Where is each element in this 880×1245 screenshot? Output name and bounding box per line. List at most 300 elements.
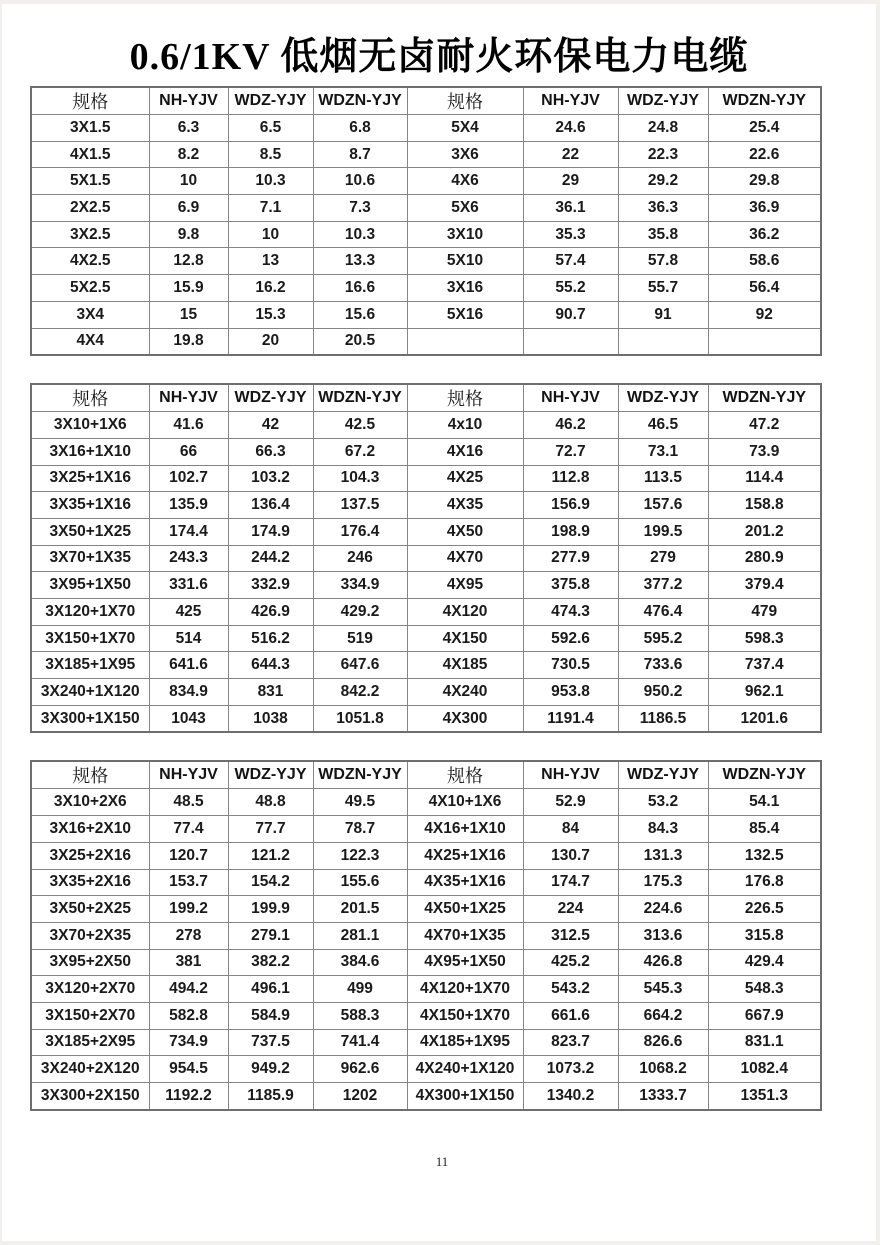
value-cell: 58.6: [708, 248, 821, 275]
value-cell: 661.6: [523, 1002, 618, 1029]
value-cell: 226.5: [708, 896, 821, 923]
value-cell: 733.6: [618, 652, 708, 679]
value-cell: 1333.7: [618, 1083, 708, 1110]
value-cell: 199.2: [149, 896, 228, 923]
spec-cell: 3X70+1X35: [31, 545, 149, 572]
table-row: [31, 412, 821, 439]
value-cell: 379.4: [708, 572, 821, 599]
spec-cell: 4X16: [407, 438, 523, 465]
spec-cell: 4X6: [407, 168, 523, 195]
table-row: [31, 949, 821, 976]
value-cell: 426.8: [618, 949, 708, 976]
spec-cell: 4X300+1X150: [407, 1083, 523, 1110]
document-page: [2, 4, 876, 1241]
value-cell: 381: [149, 949, 228, 976]
value-cell: 280.9: [708, 545, 821, 572]
spec-cell: 5X2.5: [31, 275, 149, 302]
value-cell: 46.5: [618, 412, 708, 439]
value-cell: 135.9: [149, 492, 228, 519]
spec-cell: 4X50: [407, 518, 523, 545]
value-cell: 425.2: [523, 949, 618, 976]
model-column-header: WDZ-YJY: [228, 761, 313, 789]
spec-cell: 4X185+1X95: [407, 1029, 523, 1056]
spec-cell: 3X50+2X25: [31, 896, 149, 923]
value-cell: 277.9: [523, 545, 618, 572]
value-cell: 57.8: [618, 248, 708, 275]
value-cell: 77.4: [149, 816, 228, 843]
value-cell: 122.3: [313, 842, 407, 869]
value-cell: 10: [149, 168, 228, 195]
spec-cell: 3X240+1X120: [31, 679, 149, 706]
value-cell: 199.9: [228, 896, 313, 923]
table-row: [31, 599, 821, 626]
value-cell: 24.6: [523, 115, 618, 142]
spec-cell: 5X4: [407, 115, 523, 142]
value-cell: 15: [149, 301, 228, 328]
table-row: [31, 869, 821, 896]
spec-cell: 5X6: [407, 195, 523, 222]
value-cell: 1186.5: [618, 705, 708, 732]
value-cell: 29: [523, 168, 618, 195]
value-cell: 137.5: [313, 492, 407, 519]
value-cell: 315.8: [708, 922, 821, 949]
table-row: [31, 438, 821, 465]
value-cell: 514: [149, 625, 228, 652]
value-cell: 22.6: [708, 141, 821, 168]
spec-cell: 5X16: [407, 301, 523, 328]
value-cell: 72.7: [523, 438, 618, 465]
value-cell: 377.2: [618, 572, 708, 599]
spec-cell: 3X120+2X70: [31, 976, 149, 1003]
value-cell: 949.2: [228, 1056, 313, 1083]
value-cell: 737.4: [708, 652, 821, 679]
value-cell: 1068.2: [618, 1056, 708, 1083]
value-cell: 382.2: [228, 949, 313, 976]
value-cell: 36.9: [708, 195, 821, 222]
value-cell: 823.7: [523, 1029, 618, 1056]
value-cell: 1340.2: [523, 1083, 618, 1110]
spec-column-header: 规格: [31, 87, 149, 115]
spec-cell: 3X185+1X95: [31, 652, 149, 679]
value-cell: 950.2: [618, 679, 708, 706]
value-cell: 35.3: [523, 221, 618, 248]
value-cell: 22.3: [618, 141, 708, 168]
value-cell: 279.1: [228, 922, 313, 949]
value-cell: [618, 328, 708, 355]
value-cell: 29.8: [708, 168, 821, 195]
value-cell: 41.6: [149, 412, 228, 439]
model-column-header: WDZ-YJY: [228, 384, 313, 412]
value-cell: 1191.4: [523, 705, 618, 732]
value-cell: 1202: [313, 1083, 407, 1110]
table-row: [31, 492, 821, 519]
value-cell: 114.4: [708, 465, 821, 492]
table-row: [31, 248, 821, 275]
value-cell: 16.2: [228, 275, 313, 302]
model-column-header: NH-YJV: [523, 87, 618, 115]
spec-cell: 3X10: [407, 221, 523, 248]
spec-cell: 5X10: [407, 248, 523, 275]
value-cell: 12.8: [149, 248, 228, 275]
value-cell: 78.7: [313, 816, 407, 843]
value-cell: 429.4: [708, 949, 821, 976]
value-cell: 425: [149, 599, 228, 626]
value-cell: 1185.9: [228, 1083, 313, 1110]
value-cell: 10.6: [313, 168, 407, 195]
table-row: [31, 168, 821, 195]
value-cell: 224: [523, 896, 618, 923]
model-column-header: NH-YJV: [523, 761, 618, 789]
spec-cell: 5X1.5: [31, 168, 149, 195]
value-cell: 9.8: [149, 221, 228, 248]
value-cell: 582.8: [149, 1002, 228, 1029]
table-row: [31, 652, 821, 679]
value-cell: 954.5: [149, 1056, 228, 1083]
spec-cell: 4X95+1X50: [407, 949, 523, 976]
model-column-header: NH-YJV: [149, 761, 228, 789]
value-cell: 545.3: [618, 976, 708, 1003]
value-cell: 953.8: [523, 679, 618, 706]
model-column-header: WDZN-YJY: [708, 761, 821, 789]
value-cell: 244.2: [228, 545, 313, 572]
value-cell: 46.2: [523, 412, 618, 439]
spec-cell: 3X35+2X16: [31, 869, 149, 896]
table-row: [31, 328, 821, 355]
table-row: [31, 789, 821, 816]
value-cell: 1082.4: [708, 1056, 821, 1083]
value-cell: 201.5: [313, 896, 407, 923]
spec-cell: 4X35: [407, 492, 523, 519]
value-cell: 10: [228, 221, 313, 248]
page-title: 0.6/1KV 低烟无卤耐火环保电力电缆: [129, 36, 749, 78]
value-cell: 25.4: [708, 115, 821, 142]
value-cell: 647.6: [313, 652, 407, 679]
value-cell: 592.6: [523, 625, 618, 652]
value-cell: 281.1: [313, 922, 407, 949]
value-cell: 479: [708, 599, 821, 626]
table-row: [31, 1083, 821, 1110]
model-column-header: WDZN-YJY: [708, 384, 821, 412]
spec-column-header: 规格: [31, 761, 149, 789]
value-cell: 13: [228, 248, 313, 275]
spec-cell: 4X120+1X70: [407, 976, 523, 1003]
value-cell: 52.9: [523, 789, 618, 816]
spec-cell: 4X150: [407, 625, 523, 652]
value-cell: 224.6: [618, 896, 708, 923]
spec-cell: 4X25: [407, 465, 523, 492]
spec-cell: 3X35+1X16: [31, 492, 149, 519]
table-row: [31, 922, 821, 949]
value-cell: 35.8: [618, 221, 708, 248]
value-cell: 112.8: [523, 465, 618, 492]
spec-cell: 3X300+1X150: [31, 705, 149, 732]
value-cell: 543.2: [523, 976, 618, 1003]
value-cell: 15.6: [313, 301, 407, 328]
spec-cell: [407, 328, 523, 355]
spec-cell: 3X4: [31, 301, 149, 328]
spec-cell: 3X95+2X50: [31, 949, 149, 976]
value-cell: 6.3: [149, 115, 228, 142]
spec-cell: 3X95+1X50: [31, 572, 149, 599]
spec-cell: 4X240: [407, 679, 523, 706]
value-cell: 494.2: [149, 976, 228, 1003]
value-cell: 737.5: [228, 1029, 313, 1056]
value-cell: 476.4: [618, 599, 708, 626]
table-row: [31, 545, 821, 572]
spec-cell: 3X120+1X70: [31, 599, 149, 626]
model-column-header: NH-YJV: [149, 384, 228, 412]
model-column-header: NH-YJV: [149, 87, 228, 115]
spec-cell: 3X2.5: [31, 221, 149, 248]
value-cell: 10.3: [313, 221, 407, 248]
value-cell: 104.3: [313, 465, 407, 492]
value-cell: 6.8: [313, 115, 407, 142]
value-cell: 55.2: [523, 275, 618, 302]
value-cell: 67.2: [313, 438, 407, 465]
value-cell: 47.2: [708, 412, 821, 439]
value-cell: 831: [228, 679, 313, 706]
value-cell: 157.6: [618, 492, 708, 519]
table-row: [31, 195, 821, 222]
table-row: [31, 1056, 821, 1083]
spec-cell: 4X240+1X120: [407, 1056, 523, 1083]
spec-cell: 4X120: [407, 599, 523, 626]
value-cell: 1043: [149, 705, 228, 732]
value-cell: 499: [313, 976, 407, 1003]
value-cell: 92: [708, 301, 821, 328]
value-cell: 15.9: [149, 275, 228, 302]
spec-cell: 3X10+1X6: [31, 412, 149, 439]
value-cell: 199.5: [618, 518, 708, 545]
table-row: [31, 705, 821, 732]
spec-cell: 4X35+1X16: [407, 869, 523, 896]
value-cell: 641.6: [149, 652, 228, 679]
model-column-header: WDZN-YJY: [313, 761, 407, 789]
spec-cell: 4X300: [407, 705, 523, 732]
value-cell: 201.2: [708, 518, 821, 545]
value-cell: 516.2: [228, 625, 313, 652]
value-cell: 85.4: [708, 816, 821, 843]
header-row: [31, 761, 821, 789]
value-cell: 132.5: [708, 842, 821, 869]
spec-column-header: 规格: [407, 384, 523, 412]
value-cell: 73.9: [708, 438, 821, 465]
spec-column-header: 规格: [407, 761, 523, 789]
model-column-header: WDZ-YJY: [618, 87, 708, 115]
spec-cell: 3X16+1X10: [31, 438, 149, 465]
spec-cell: 3X25+2X16: [31, 842, 149, 869]
table-row: [31, 1029, 821, 1056]
value-cell: 156.9: [523, 492, 618, 519]
value-cell: [708, 328, 821, 355]
spec-cell: 4X150+1X70: [407, 1002, 523, 1029]
spec-cell: 4X25+1X16: [407, 842, 523, 869]
value-cell: 73.1: [618, 438, 708, 465]
table-row: [31, 518, 821, 545]
value-cell: 7.1: [228, 195, 313, 222]
value-cell: 548.3: [708, 976, 821, 1003]
spec-cell: 3X300+2X150: [31, 1083, 149, 1110]
value-cell: 334.9: [313, 572, 407, 599]
value-cell: 113.5: [618, 465, 708, 492]
value-cell: 121.2: [228, 842, 313, 869]
tables-container: [30, 86, 820, 1111]
table-row: [31, 816, 821, 843]
model-column-header: WDZN-YJY: [313, 384, 407, 412]
spec-cell: 4X1.5: [31, 141, 149, 168]
table-row: [31, 301, 821, 328]
value-cell: 1073.2: [523, 1056, 618, 1083]
model-column-header: WDZN-YJY: [313, 87, 407, 115]
value-cell: 834.9: [149, 679, 228, 706]
value-cell: 426.9: [228, 599, 313, 626]
spec-cell: 4x10: [407, 412, 523, 439]
value-cell: 153.7: [149, 869, 228, 896]
value-cell: 48.5: [149, 789, 228, 816]
value-cell: 313.6: [618, 922, 708, 949]
value-cell: 174.4: [149, 518, 228, 545]
value-cell: 175.3: [618, 869, 708, 896]
value-cell: 120.7: [149, 842, 228, 869]
value-cell: 826.6: [618, 1029, 708, 1056]
table-row: [31, 572, 821, 599]
value-cell: 7.3: [313, 195, 407, 222]
value-cell: 312.5: [523, 922, 618, 949]
value-cell: 246: [313, 545, 407, 572]
model-column-header: WDZ-YJY: [228, 87, 313, 115]
value-cell: 595.2: [618, 625, 708, 652]
page-number: 11: [435, 1154, 449, 1169]
value-cell: 49.5: [313, 789, 407, 816]
value-cell: 56.4: [708, 275, 821, 302]
value-cell: 664.2: [618, 1002, 708, 1029]
value-cell: 962.1: [708, 679, 821, 706]
spec-cell: 4X70: [407, 545, 523, 572]
model-column-header: WDZ-YJY: [618, 384, 708, 412]
spec-cell: 3X16+2X10: [31, 816, 149, 843]
value-cell: 90.7: [523, 301, 618, 328]
value-cell: 667.9: [708, 1002, 821, 1029]
table-row: [31, 976, 821, 1003]
value-cell: 36.1: [523, 195, 618, 222]
value-cell: 155.6: [313, 869, 407, 896]
value-cell: 375.8: [523, 572, 618, 599]
value-cell: 174.7: [523, 869, 618, 896]
value-cell: 730.5: [523, 652, 618, 679]
table-row: [31, 275, 821, 302]
value-cell: 22: [523, 141, 618, 168]
value-cell: 1351.3: [708, 1083, 821, 1110]
price-table-single-cores: [30, 86, 822, 356]
value-cell: 20: [228, 328, 313, 355]
value-cell: 24.8: [618, 115, 708, 142]
value-cell: 158.8: [708, 492, 821, 519]
value-cell: 10.3: [228, 168, 313, 195]
model-column-header: WDZ-YJY: [618, 761, 708, 789]
spec-cell: 3X1.5: [31, 115, 149, 142]
spec-cell: 3X70+2X35: [31, 922, 149, 949]
value-cell: 77.7: [228, 816, 313, 843]
value-cell: 55.7: [618, 275, 708, 302]
value-cell: 384.6: [313, 949, 407, 976]
value-cell: [523, 328, 618, 355]
table-row: [31, 679, 821, 706]
spec-cell: 4X4: [31, 328, 149, 355]
table-row: [31, 896, 821, 923]
price-table-3plus2-cores: [30, 760, 822, 1110]
value-cell: 53.2: [618, 789, 708, 816]
spec-cell: 4X16+1X10: [407, 816, 523, 843]
value-cell: 429.2: [313, 599, 407, 626]
value-cell: 42: [228, 412, 313, 439]
value-cell: 1201.6: [708, 705, 821, 732]
value-cell: 598.3: [708, 625, 821, 652]
table-row: [31, 115, 821, 142]
spec-cell: 3X10+2X6: [31, 789, 149, 816]
value-cell: 519: [313, 625, 407, 652]
value-cell: 474.3: [523, 599, 618, 626]
spec-cell: 4X70+1X35: [407, 922, 523, 949]
value-cell: 734.9: [149, 1029, 228, 1056]
value-cell: 962.6: [313, 1056, 407, 1083]
value-cell: 8.7: [313, 141, 407, 168]
value-cell: 16.6: [313, 275, 407, 302]
value-cell: 154.2: [228, 869, 313, 896]
table-row: [31, 221, 821, 248]
value-cell: 66: [149, 438, 228, 465]
value-cell: 131.3: [618, 842, 708, 869]
value-cell: 1051.8: [313, 705, 407, 732]
value-cell: 84.3: [618, 816, 708, 843]
model-column-header: NH-YJV: [523, 384, 618, 412]
value-cell: 332.9: [228, 572, 313, 599]
value-cell: 1192.2: [149, 1083, 228, 1110]
value-cell: 831.1: [708, 1029, 821, 1056]
value-cell: 741.4: [313, 1029, 407, 1056]
spec-cell: 4X2.5: [31, 248, 149, 275]
spec-cell: 4X185: [407, 652, 523, 679]
value-cell: 66.3: [228, 438, 313, 465]
value-cell: 13.3: [313, 248, 407, 275]
header-row: [31, 87, 821, 115]
value-cell: 48.8: [228, 789, 313, 816]
spec-column-header: 规格: [407, 87, 523, 115]
spec-cell: 3X240+2X120: [31, 1056, 149, 1083]
value-cell: 36.3: [618, 195, 708, 222]
table-row: [31, 141, 821, 168]
value-cell: 174.9: [228, 518, 313, 545]
value-cell: 20.5: [313, 328, 407, 355]
value-cell: 588.3: [313, 1002, 407, 1029]
value-cell: 6.5: [228, 115, 313, 142]
value-cell: 29.2: [618, 168, 708, 195]
header-row: [31, 384, 821, 412]
value-cell: 243.3: [149, 545, 228, 572]
value-cell: 278: [149, 922, 228, 949]
value-cell: 644.3: [228, 652, 313, 679]
value-cell: 102.7: [149, 465, 228, 492]
value-cell: 1038: [228, 705, 313, 732]
value-cell: 6.9: [149, 195, 228, 222]
value-cell: 176.4: [313, 518, 407, 545]
price-table-3plus1-cores: [30, 383, 822, 733]
table-row: [31, 842, 821, 869]
value-cell: 19.8: [149, 328, 228, 355]
value-cell: 91: [618, 301, 708, 328]
value-cell: 54.1: [708, 789, 821, 816]
table-row: [31, 1002, 821, 1029]
value-cell: 198.9: [523, 518, 618, 545]
